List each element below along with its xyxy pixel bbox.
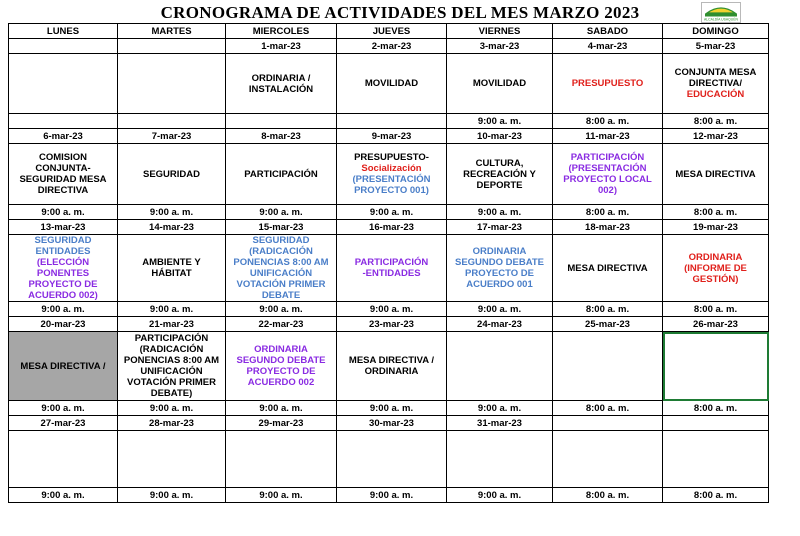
day-header-domingo[interactable]: DOMINGO <box>663 24 769 39</box>
time-cell[interactable] <box>226 114 337 129</box>
activity-cell[interactable] <box>447 431 553 488</box>
activity-cell[interactable] <box>118 54 226 114</box>
date-cell[interactable]: 18-mar-23 <box>553 220 663 235</box>
activity-cell[interactable] <box>9 431 118 488</box>
activity-cell[interactable] <box>337 235 447 302</box>
date-cell[interactable]: 27-mar-23 <box>9 416 118 431</box>
activity-cell[interactable] <box>553 144 663 205</box>
activity-text: PRESUPUESTO <box>571 78 644 89</box>
activity-cell[interactable] <box>9 144 118 205</box>
date-cell[interactable]: 10-mar-23 <box>447 129 553 144</box>
activity-cell[interactable] <box>553 332 663 401</box>
date-cell[interactable]: 5-mar-23 <box>663 39 769 54</box>
time-cell[interactable]: 9:00 a. m. <box>118 488 226 503</box>
activity-cell[interactable] <box>118 431 226 488</box>
time-row <box>9 302 769 317</box>
activity-cell[interactable] <box>663 144 769 205</box>
time-cell[interactable]: 8:00 a. m. <box>553 488 663 503</box>
activity-text: ORDINARIA / INSTALACIÓN <box>248 72 314 95</box>
time-row <box>9 114 769 129</box>
activity-cell[interactable] <box>553 431 663 488</box>
time-cell[interactable]: 9:00 a. m. <box>118 302 226 317</box>
date-cell[interactable]: 20-mar-23 <box>9 317 118 332</box>
time-cell[interactable]: 9:00 a. m. <box>337 401 447 416</box>
activity-text: PARTICIPACIÓN (PRESENTACIÓN PROYECTO LOCAL 002) <box>563 152 652 196</box>
activity-cell[interactable] <box>9 54 118 114</box>
activity-cell[interactable] <box>226 54 337 114</box>
day-header-lunes[interactable]: LUNES <box>9 24 118 39</box>
activity-text: MESA DIRECTIVA / <box>20 360 106 372</box>
date-cell[interactable] <box>663 416 769 431</box>
date-row <box>9 317 769 332</box>
time-cell[interactable] <box>337 114 447 129</box>
activity-cell[interactable] <box>9 332 118 401</box>
date-cell[interactable]: 7-mar-23 <box>118 129 226 144</box>
activity-text: PARTICIPACIÓN <box>244 168 318 180</box>
activity-cell[interactable] <box>226 431 337 488</box>
date-cell[interactable]: 16-mar-23 <box>337 220 447 235</box>
time-cell[interactable]: 9:00 a. m. <box>9 302 118 317</box>
activity-cell[interactable] <box>553 235 663 302</box>
activity-text: CULTURA, RECREACIÓN Y DEPORTE <box>463 157 536 191</box>
activity-cell[interactable] <box>226 235 337 302</box>
time-cell[interactable]: 9:00 a. m. <box>337 488 447 503</box>
time-cell[interactable]: 8:00 a. m. <box>553 114 663 129</box>
date-row <box>9 129 769 144</box>
activity-cell[interactable] <box>337 144 447 205</box>
date-cell[interactable]: 8-mar-23 <box>226 129 337 144</box>
date-cell[interactable]: 14-mar-23 <box>118 220 226 235</box>
time-row <box>9 488 769 503</box>
time-cell[interactable] <box>9 114 118 129</box>
time-cell[interactable]: 9:00 a. m. <box>118 205 226 220</box>
activity-cell[interactable] <box>553 54 663 114</box>
time-cell[interactable]: 9:00 a. m. <box>447 401 553 416</box>
activity-text: MOVILIDAD <box>364 78 419 89</box>
time-cell[interactable]: 9:00 a. m. <box>118 401 226 416</box>
date-cell[interactable]: 31-mar-23 <box>447 416 553 431</box>
activity-row <box>9 431 769 488</box>
time-cell[interactable]: 9:00 a. m. <box>9 205 118 220</box>
alcaldia-logo <box>701 2 741 23</box>
activity-cell[interactable] <box>663 54 769 114</box>
activity-cell[interactable] <box>9 235 118 302</box>
logo-text: ALCALDÍA USAQUÉN <box>704 17 738 22</box>
date-cell[interactable] <box>9 39 118 54</box>
time-cell[interactable]: 9:00 a. m. <box>226 302 337 317</box>
day-header-jueves[interactable]: JUEVES <box>337 24 447 39</box>
activity-cell[interactable] <box>447 332 553 401</box>
activity-cell[interactable] <box>226 144 337 205</box>
date-cell[interactable]: 3-mar-23 <box>447 39 553 54</box>
activity-cell[interactable] <box>337 332 447 401</box>
activity-row <box>9 235 769 302</box>
activity-cell[interactable] <box>118 332 226 401</box>
activity-text: COMISION CONJUNTA- SEGURIDAD MESA DIRECTIVA <box>19 152 107 196</box>
time-cell[interactable]: 9:00 a. m. <box>226 401 337 416</box>
activity-text: PARTICIPACIÓN -ENTIDADES <box>354 257 429 279</box>
activity-row <box>9 54 769 114</box>
activity-row <box>9 332 769 401</box>
time-cell[interactable]: 9:00 a. m. <box>9 401 118 416</box>
date-cell[interactable]: 25-mar-23 <box>553 317 663 332</box>
time-cell[interactable]: 8:00 a. m. <box>553 205 663 220</box>
activity-text: SEGURIDAD (RADICACIÓN PONENCIAS 8:00 AM UNIFICACIÓN VOTACIÓN PRIMER DEBATE <box>233 235 329 301</box>
activity-cell[interactable] <box>226 332 337 401</box>
schedule-table <box>8 23 769 503</box>
time-row <box>9 205 769 220</box>
activity-text: PRESUPUESTO- <box>354 152 429 163</box>
time-cell[interactable]: 9:00 a. m. <box>226 205 337 220</box>
activity-text: Socialización <box>361 163 422 174</box>
activity-text: (PRESENTACIÓN PROYECTO 001) <box>352 174 431 196</box>
day-header-sabado[interactable]: SABADO <box>553 24 663 39</box>
activity-text: CONJUNTA MESA DIRECTIVA/ <box>674 67 757 89</box>
date-cell[interactable]: 23-mar-23 <box>337 317 447 332</box>
activity-cell[interactable] <box>447 144 553 205</box>
date-cell[interactable]: 1-mar-23 <box>226 39 337 54</box>
time-cell[interactable]: 9:00 a. m. <box>447 488 553 503</box>
activity-cell[interactable] <box>337 431 447 488</box>
time-cell[interactable]: 8:00 a. m. <box>553 302 663 317</box>
day-header-viernes[interactable]: VIERNES <box>447 24 553 39</box>
day-header-row <box>9 24 769 39</box>
date-cell[interactable]: 2-mar-23 <box>337 39 447 54</box>
date-cell[interactable]: 30-mar-23 <box>337 416 447 431</box>
time-cell[interactable]: 9:00 a. m. <box>9 488 118 503</box>
activity-cell[interactable] <box>663 332 769 401</box>
date-cell[interactable]: 17-mar-23 <box>447 220 553 235</box>
time-row <box>9 401 769 416</box>
date-cell[interactable]: 6-mar-23 <box>9 129 118 144</box>
date-row <box>9 416 769 431</box>
activity-text: (ELECCIÓN PONENTES PROYECTO DE ACUERDO 002) <box>28 257 98 301</box>
time-cell[interactable]: 8:00 a. m. <box>663 302 769 317</box>
time-cell[interactable]: 8:00 a. m. <box>663 401 769 416</box>
time-cell[interactable]: 9:00 a. m. <box>226 488 337 503</box>
time-cell[interactable]: 8:00 a. m. <box>663 114 769 129</box>
activity-cell[interactable] <box>447 235 553 302</box>
date-cell[interactable]: 12-mar-23 <box>663 129 769 144</box>
activity-text: SEGURIDAD <box>142 168 200 180</box>
date-cell[interactable]: 13-mar-23 <box>9 220 118 235</box>
activity-text: ORDINARIA (INFORME DE GESTIÓN) <box>684 251 747 285</box>
activity-text: MESA DIRECTIVA / ORDINARIA <box>348 355 435 377</box>
date-cell[interactable]: 24-mar-23 <box>447 317 553 332</box>
activity-text: ORDINARIA SEGUNDO DEBATE PROYECTO DE ACUERDO 002 <box>236 344 326 388</box>
time-cell[interactable]: 9:00 a. m. <box>447 302 553 317</box>
date-cell[interactable]: 29-mar-23 <box>226 416 337 431</box>
date-cell[interactable]: 19-mar-23 <box>663 220 769 235</box>
activity-text: PARTICIPACIÓN (RADICACIÓN PONENCIAS 8:00 AM UNIFICACIÓN VOTACIÓN PRIMER DEBATE) <box>123 333 220 399</box>
activity-text: SEGURIDAD ENTIDADES <box>34 235 92 257</box>
time-cell[interactable]: 9:00 a. m. <box>447 114 553 129</box>
activity-cell[interactable] <box>118 144 226 205</box>
date-cell[interactable]: 15-mar-23 <box>226 220 337 235</box>
time-cell[interactable] <box>118 114 226 129</box>
date-cell[interactable] <box>553 416 663 431</box>
date-cell[interactable]: 9-mar-23 <box>337 129 447 144</box>
date-cell[interactable] <box>118 39 226 54</box>
time-cell[interactable]: 9:00 a. m. <box>337 302 447 317</box>
date-cell[interactable]: 22-mar-23 <box>226 317 337 332</box>
day-header-martes[interactable]: MARTES <box>118 24 226 39</box>
activity-text: MESA DIRECTIVA <box>567 262 648 274</box>
time-cell[interactable]: 8:00 a. m. <box>663 205 769 220</box>
activity-text: AMBIENTE Y HÁBITAT <box>142 257 201 279</box>
date-row <box>9 39 769 54</box>
time-cell[interactable]: 8:00 a. m. <box>553 401 663 416</box>
activity-cell[interactable] <box>663 235 769 302</box>
activity-text: EDUCACIÓN <box>686 89 745 100</box>
page-title: CRONOGRAMA DE ACTIVIDADES DEL MES MARZO 2023 <box>160 3 640 22</box>
activity-cell[interactable] <box>337 54 447 114</box>
date-cell[interactable]: 4-mar-23 <box>553 39 663 54</box>
activity-cell[interactable] <box>663 431 769 488</box>
date-cell[interactable]: 11-mar-23 <box>553 129 663 144</box>
activity-cell[interactable] <box>118 235 226 302</box>
time-cell[interactable]: 9:00 a. m. <box>337 205 447 220</box>
activity-text: MESA DIRECTIVA <box>675 168 756 180</box>
date-cell[interactable]: 26-mar-23 <box>663 317 769 332</box>
day-header-miercoles[interactable]: MIERCOLES <box>226 24 337 39</box>
date-row <box>9 220 769 235</box>
time-cell[interactable]: 9:00 a. m. <box>447 205 553 220</box>
time-cell[interactable]: 8:00 a. m. <box>663 488 769 503</box>
activity-cell[interactable] <box>447 54 553 114</box>
date-cell[interactable]: 21-mar-23 <box>118 317 226 332</box>
activity-text: ORDINARIA SEGUNDO DEBATE PROYECTO DE ACUERDO 001 <box>454 246 545 290</box>
activity-text: MOVILIDAD <box>472 78 527 89</box>
activity-row <box>9 144 769 205</box>
date-cell[interactable]: 28-mar-23 <box>118 416 226 431</box>
